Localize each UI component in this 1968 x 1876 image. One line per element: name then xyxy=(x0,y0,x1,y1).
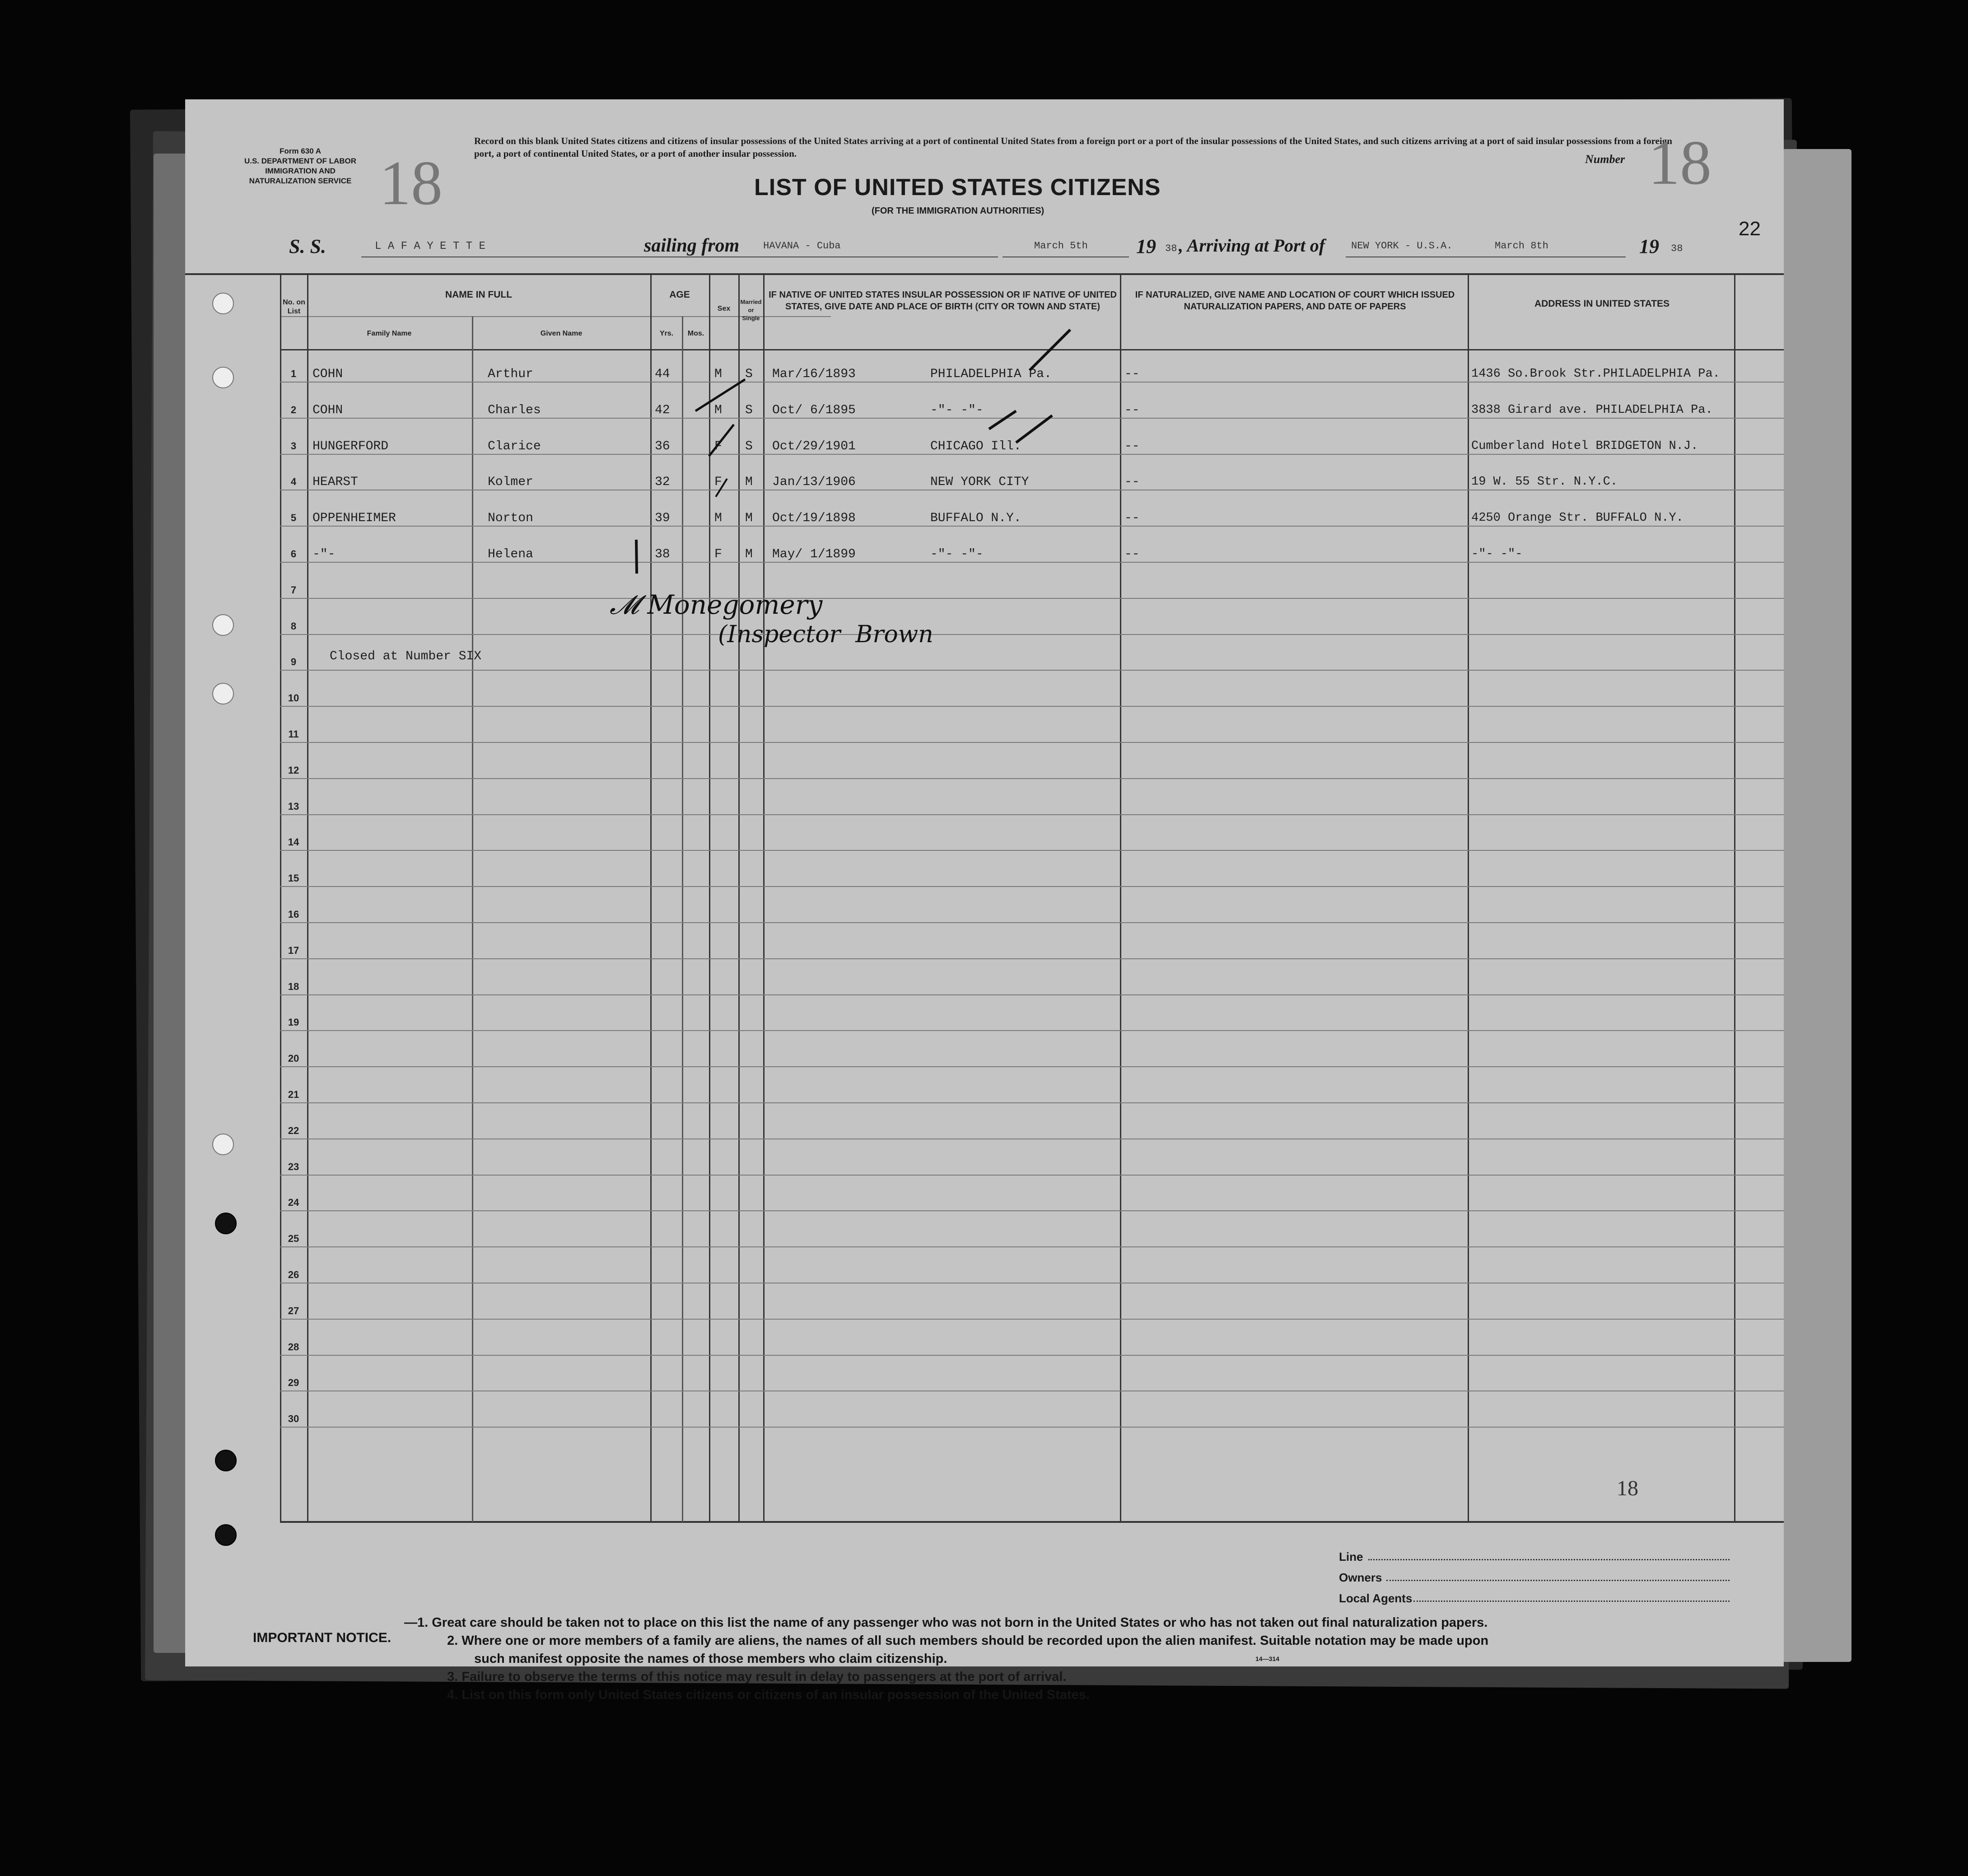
row-number: 4 xyxy=(290,476,297,487)
passenger-age: 32 xyxy=(655,475,670,489)
departure-date: March 5th xyxy=(1034,240,1088,252)
line-field xyxy=(1368,1558,1730,1560)
row-number: 28 xyxy=(288,1341,299,1353)
passenger-ms: M xyxy=(745,475,753,489)
passenger-given: Norton xyxy=(488,511,533,525)
row-rule xyxy=(280,1175,1784,1176)
form-title: LIST OF UNITED STATES CITIZENS xyxy=(754,174,1161,201)
manifest-sheet xyxy=(185,99,1784,1666)
form-subtitle: (FOR THE IMMIGRATION AUTHORITIES) xyxy=(872,206,1045,216)
local-agents-label: Local Agents xyxy=(1339,1591,1413,1605)
passenger-birth-date: May/ 1/1899 xyxy=(772,547,856,561)
row-number: 5 xyxy=(290,512,297,523)
passenger-birth-date: Jan/13/1906 xyxy=(772,475,856,489)
table-bottom-border xyxy=(280,1521,1784,1523)
notice-item: such manifest opposite the names of those members who claim citizenship. xyxy=(474,1652,947,1666)
passenger-address: 4250 Orange Str. BUFFALO N.Y. xyxy=(1471,511,1684,525)
stamp-number-left: 18 xyxy=(379,148,443,218)
row-rule xyxy=(280,1319,1784,1320)
ss-label: S. S. xyxy=(289,235,326,257)
row-number: 7 xyxy=(290,584,297,596)
passenger-address: 19 W. 55 Str. N.Y.C. xyxy=(1471,475,1618,489)
arrival-port: NEW YORK - U.S.A. xyxy=(1351,240,1453,252)
header-no-on-list: No. on List xyxy=(283,299,305,315)
passenger-family: OPPENHEIMER xyxy=(312,511,396,525)
row-number: 13 xyxy=(288,801,299,812)
passenger-sex: F xyxy=(714,547,722,561)
passenger-birth-place: NEW YORK CITY xyxy=(930,475,1029,489)
form-instructions: Record on this blank United States citizens and citizens of insular possessions of the United States arriving at a port of continental United States from a foreign port or a port of the insular possessions of the United States, and such citizens arriving at a port of said insular possessions from a foreign port, a port of continental United States, or a port of another insular possession. xyxy=(474,135,1672,159)
inspector-signature: 𝓜 Monegomery xyxy=(610,589,823,620)
page-stamp-number: 18 xyxy=(1617,1476,1638,1500)
passenger-ms: M xyxy=(745,547,753,561)
row-number: 15 xyxy=(288,873,299,884)
passenger-birth-place: PHILADELPHIA Pa. xyxy=(930,367,1052,381)
number-label: Number xyxy=(1585,153,1625,166)
passenger-family: COHN xyxy=(312,367,343,381)
year-prefix: 19 xyxy=(1136,235,1156,257)
row-number: 9 xyxy=(290,656,297,667)
passenger-given: Helena xyxy=(488,547,533,561)
row-number: 22 xyxy=(288,1125,299,1136)
notice-item: —1. Great care should be taken not to place on this list the name of any passenger who was not born in the United States or who has not taken out final naturalization papers. xyxy=(404,1615,1488,1630)
passenger-age: 39 xyxy=(655,511,670,525)
passenger-family: HEARST xyxy=(312,475,358,489)
row-number: 14 xyxy=(288,836,299,848)
passenger-birth-place: -"- -"- xyxy=(930,403,984,417)
passenger-sex: M xyxy=(714,403,722,417)
row-number: 23 xyxy=(288,1161,299,1172)
form-id-line: NATURALIZATION SERVICE xyxy=(249,177,352,185)
passenger-naturalized: -- xyxy=(1124,475,1140,489)
row-rule xyxy=(280,886,1784,887)
passenger-sex: F xyxy=(714,439,722,453)
notice-item: 3. Failure to observe the terms of this notice may result in delay to passengers at the port of arrival. xyxy=(447,1670,1067,1684)
local-agents-field xyxy=(1413,1600,1730,1602)
row-rule xyxy=(280,1246,1784,1247)
passenger-sex: M xyxy=(714,511,722,525)
row-number: 27 xyxy=(288,1305,299,1316)
row-rule xyxy=(280,1102,1784,1103)
notice-title: IMPORTANT NOTICE. xyxy=(253,1630,392,1645)
passenger-ms: S xyxy=(745,403,753,417)
row-number: 18 xyxy=(288,981,299,992)
passenger-address: 1436 So.Brook Str.PHILADELPHIA Pa. xyxy=(1471,367,1720,381)
print-code: 14—314 xyxy=(1255,1655,1279,1662)
ship-name: L A F A Y E T T E xyxy=(375,240,485,252)
header-age: AGE xyxy=(669,289,690,300)
passenger-ms: S xyxy=(745,439,753,453)
row-rule xyxy=(280,922,1784,923)
passenger-naturalized: -- xyxy=(1124,403,1140,417)
header-family-name: Family Name xyxy=(367,330,412,337)
row-rule xyxy=(280,1066,1784,1067)
row-rule xyxy=(280,994,1784,995)
row-number: 1 xyxy=(290,368,297,379)
row-number: 6 xyxy=(290,548,297,560)
punch-hole xyxy=(215,1213,237,1234)
header-mos: Mos. xyxy=(687,330,704,337)
row-number: 24 xyxy=(288,1197,299,1208)
arrival-date: March 8th xyxy=(1495,240,1548,252)
row-number: 16 xyxy=(288,909,299,920)
row-rule xyxy=(280,778,1784,779)
passenger-family: -"- xyxy=(312,547,336,561)
arrival-year: 38 xyxy=(1671,243,1683,254)
passenger-given: Kolmer xyxy=(488,475,533,489)
margin-number: 22 xyxy=(1739,218,1761,240)
row-number: 29 xyxy=(288,1377,299,1388)
row-number: 10 xyxy=(288,692,299,704)
row-number: 21 xyxy=(288,1089,299,1100)
row-number: 26 xyxy=(288,1269,299,1280)
row-number: 11 xyxy=(288,728,299,740)
header-yrs: Yrs. xyxy=(659,330,674,337)
form-id-line: IMMIGRATION AND xyxy=(265,167,336,175)
notice-item: 2. Where one or more members of a family are aliens, the names of all such members should be recorded upon the alien manifest. Suitable notation may be made upon xyxy=(447,1633,1489,1648)
passenger-family: HUNGERFORD xyxy=(312,439,389,453)
row-rule xyxy=(280,1427,1784,1428)
row-rule xyxy=(280,814,1784,815)
arriving-label: , Arriving at Port of xyxy=(1179,235,1325,256)
passenger-given: Arthur xyxy=(488,367,533,381)
passenger-birth-place: CHICAGO Ill. xyxy=(930,439,1021,453)
header-sex: Sex xyxy=(717,305,731,313)
row-number: 20 xyxy=(288,1053,299,1064)
form-id-line: U.S. DEPARTMENT OF LABOR xyxy=(244,157,357,165)
header-name-in-full: NAME IN FULL xyxy=(445,289,513,300)
row-number: 25 xyxy=(288,1233,299,1244)
row-rule xyxy=(280,742,1784,743)
passenger-birth-place: BUFFALO N.Y. xyxy=(930,511,1021,525)
row-rule xyxy=(280,958,1784,959)
header-birth: IF NATIVE OF UNITED STATES INSULAR POSSESSION OR IF NATIVE OF UNITED STATES, GIVE DATE AND PLACE OF BIRTH (CITY OR TOWN AND STATE) xyxy=(769,290,1117,312)
row-number: 12 xyxy=(288,765,299,776)
row-rule xyxy=(280,1210,1784,1211)
row-rule xyxy=(280,1030,1784,1031)
header-given-name: Given Name xyxy=(540,330,583,337)
passenger-address: Cumberland Hotel BRIDGETON N.J. xyxy=(1471,439,1698,453)
from-port: HAVANA - Cuba xyxy=(763,240,841,252)
passenger-naturalized: -- xyxy=(1124,439,1140,453)
notice-item: 4. List on this form only United States citizens or citizens of an insular possession of the United States. xyxy=(447,1688,1090,1702)
passenger-address: 3838 Girard ave. PHILADELPHIA Pa. xyxy=(1471,403,1713,417)
owners-label: Owners xyxy=(1339,1571,1382,1584)
passenger-age: 42 xyxy=(655,403,670,417)
passenger-naturalized: -- xyxy=(1124,547,1140,561)
handwritten-checkmarks xyxy=(185,99,1784,732)
passenger-address: -"- -"- xyxy=(1471,547,1523,561)
punch-hole xyxy=(212,1134,234,1155)
passenger-age: 44 xyxy=(655,367,670,381)
passenger-sex: M xyxy=(714,367,722,381)
passenger-sex: F xyxy=(714,475,722,489)
row-rule xyxy=(280,850,1784,851)
header-address: ADDRESS IN UNITED STATES xyxy=(1534,299,1670,309)
passenger-age: 38 xyxy=(655,547,670,561)
year-prefix: 19 xyxy=(1639,235,1659,257)
row-rule xyxy=(280,1355,1784,1356)
passenger-birth-date: Mar/16/1893 xyxy=(772,367,856,381)
passenger-given: Clarice xyxy=(488,439,541,453)
punch-hole xyxy=(215,1524,237,1546)
passenger-family: COHN xyxy=(312,403,343,417)
header-naturalized: IF NATURALIZED, GIVE NAME AND LOCATION OF COURT WHICH ISSUED NATURALIZATION PAPERS, AND DATE OF PAPERS xyxy=(1135,290,1455,312)
inspector-signature: (Inspector Brown xyxy=(718,621,933,648)
row-number: 3 xyxy=(290,440,297,452)
sailing-label: sailing from xyxy=(641,235,742,257)
passenger-birth-place: -"- -"- xyxy=(930,547,984,561)
passenger-ms: M xyxy=(745,511,753,525)
passenger-given: Charles xyxy=(488,403,541,417)
row-number: 30 xyxy=(288,1413,299,1424)
number-value: 18 xyxy=(1648,128,1712,198)
row-number: 19 xyxy=(288,1017,299,1028)
row-number: 17 xyxy=(288,945,299,956)
departure-year: 38 xyxy=(1165,243,1177,254)
closed-note: Closed at Number SIX xyxy=(330,649,482,663)
passenger-birth-date: Oct/ 6/1895 xyxy=(772,403,856,417)
line-label: Line xyxy=(1339,1550,1363,1563)
punch-hole xyxy=(215,1450,237,1471)
passenger-ms: S xyxy=(745,367,753,381)
passenger-naturalized: -- xyxy=(1124,367,1140,381)
row-number: 2 xyxy=(290,404,297,415)
passenger-naturalized: -- xyxy=(1124,511,1140,525)
passenger-birth-date: Oct/29/1901 xyxy=(772,439,856,453)
row-number: 8 xyxy=(290,621,297,632)
passenger-birth-date: Oct/19/1898 xyxy=(772,511,856,525)
owners-field xyxy=(1386,1579,1730,1581)
form-id-line: Form 630 A xyxy=(280,147,321,155)
passenger-age: 36 xyxy=(655,439,670,453)
header-married-single: Married or Single xyxy=(740,299,762,322)
